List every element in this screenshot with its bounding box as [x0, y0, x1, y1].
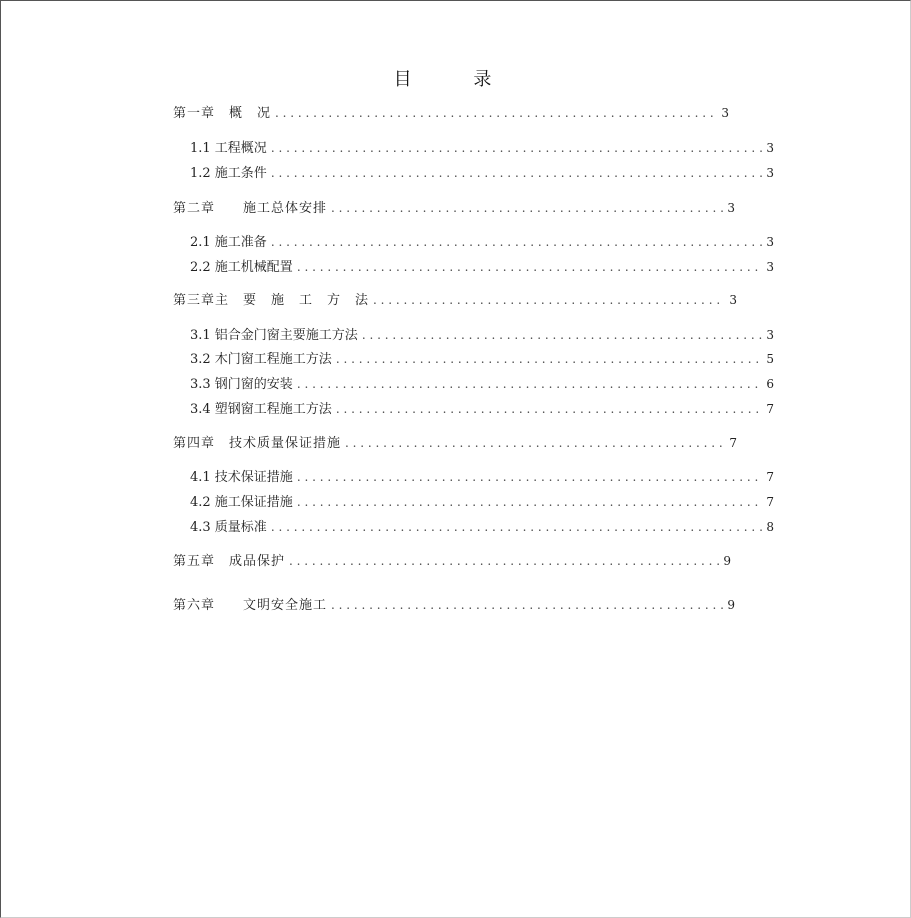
toc-section-3-3	[190, 373, 774, 393]
toc-page-number: 3	[766, 328, 774, 342]
toc-chapter-5	[173, 550, 731, 570]
dot-leader	[362, 328, 763, 342]
toc-chapter-6	[173, 594, 735, 614]
toc-section-4-2	[190, 491, 774, 511]
dot-leader	[271, 166, 763, 180]
dot-leader	[331, 598, 723, 612]
toc-label: 4.3 质量标准	[190, 520, 267, 535]
dot-leader	[336, 402, 763, 416]
toc-section-3-2	[190, 348, 774, 368]
toc-page-number: 3	[766, 260, 774, 274]
toc-label: 第四章 技术质量保证措施	[173, 436, 342, 451]
toc-page-number: 3	[727, 201, 735, 215]
toc-page-number: 7	[766, 495, 774, 509]
toc-section-2-2	[190, 256, 774, 276]
dot-leader	[373, 293, 725, 307]
toc-page-number: 3	[766, 166, 774, 180]
dot-leader	[297, 377, 763, 391]
toc-page-number: 7	[729, 436, 737, 450]
toc-page-number: 6	[766, 377, 774, 391]
toc-page-number: 9	[723, 554, 731, 568]
toc-section-4-1	[190, 466, 774, 486]
toc-section-1-1	[190, 137, 774, 157]
toc-label: 1.2 施工条件	[190, 166, 267, 181]
toc-page-number: 3	[729, 293, 737, 307]
toc-label: 3.2 木门窗工程施工方法	[190, 352, 332, 367]
toc-label: 第一章 概 况	[173, 106, 272, 121]
toc-label: 3.1 铝合金门窗主要施工方法	[190, 328, 358, 343]
dot-leader	[297, 470, 763, 484]
toc-chapter-4	[173, 432, 737, 452]
toc-label: 第二章 施工总体安排	[173, 201, 328, 216]
toc-label: 4.1 技术保证措施	[190, 470, 293, 485]
toc-label: 3.3 钢门窗的安装	[190, 377, 293, 392]
toc-label: 1.1 工程概况	[190, 141, 267, 156]
dot-leader	[331, 201, 723, 215]
toc-label: 2.1 施工准备	[190, 235, 267, 250]
toc-section-3-4	[190, 398, 774, 418]
toc-page-number: 7	[766, 470, 774, 484]
toc-label: 2.2 施工机械配置	[190, 260, 293, 275]
dot-leader	[271, 520, 763, 534]
toc-page-number: 3	[766, 141, 774, 155]
toc-page-number: 7	[766, 402, 774, 416]
toc-section-1-2	[190, 162, 774, 182]
dot-leader	[336, 352, 763, 366]
dot-leader	[271, 235, 763, 249]
dot-leader	[271, 141, 763, 155]
toc-page-number: 3	[721, 106, 729, 120]
toc-label: 3.4 塑钢窗工程施工方法	[190, 402, 332, 417]
toc-chapter-2	[173, 197, 735, 217]
toc-label: 4.2 施工保证措施	[190, 495, 293, 510]
dot-leader	[289, 554, 719, 568]
dot-leader	[275, 106, 717, 120]
toc-label: 第六章 文明安全施工	[173, 598, 328, 613]
toc-page-number: 8	[766, 520, 774, 534]
toc-page-number: 9	[727, 598, 735, 612]
toc-section-4-3	[190, 516, 774, 536]
toc-chapter-1	[173, 102, 729, 122]
toc-page-number: 3	[766, 235, 774, 249]
toc-title: 目 录	[393, 69, 520, 90]
toc-section-3-1	[190, 324, 774, 344]
toc-label: 第五章 成品保护	[173, 554, 286, 569]
dot-leader	[297, 495, 763, 509]
toc-page-number: 5	[766, 352, 774, 366]
toc-label: 第三章主 要 施 工 方 法	[173, 293, 370, 308]
toc-section-2-1	[190, 231, 774, 251]
dot-leader	[297, 260, 763, 274]
toc-chapter-3	[173, 289, 737, 309]
dot-leader	[345, 436, 725, 450]
